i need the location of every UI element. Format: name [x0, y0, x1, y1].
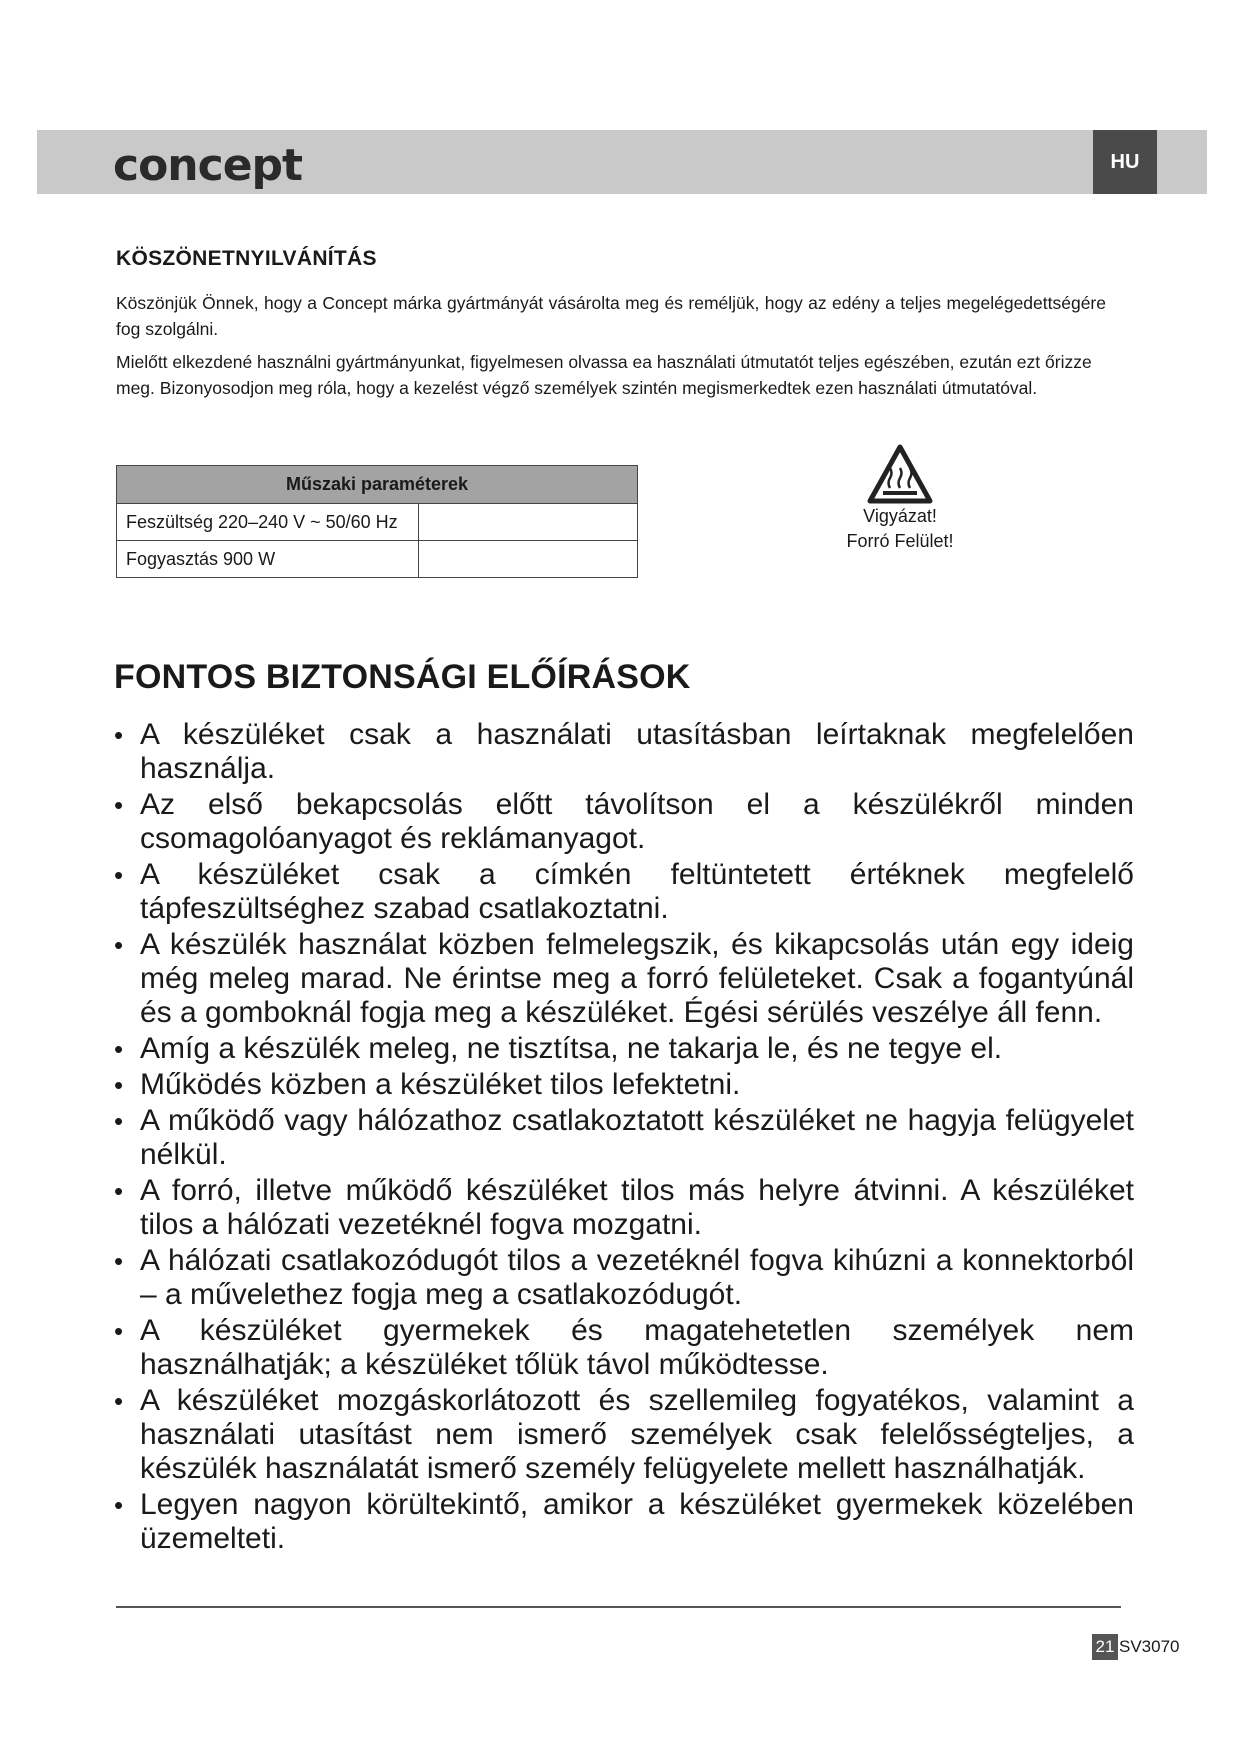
bullet-icon: •: [114, 720, 124, 750]
list-item: [114, 1032, 1134, 1066]
header-bar-end: [1164, 130, 1207, 194]
warning-line-1: Vigyázat!: [863, 506, 937, 526]
hot-surface-warning-icon: [867, 444, 933, 504]
spec-row: [117, 541, 638, 578]
model-number: SV3070: [1119, 1637, 1180, 1656]
bullet-icon: •: [114, 860, 124, 890]
list-item: [114, 858, 1134, 926]
bullet-icon: •: [114, 1386, 124, 1416]
footer-divider: [116, 1606, 1121, 1608]
list-item-text: A készüléket mozgáskorlátozott és szellemileg fogyatékos, valamint a használati utasítást nem ismerő személyek csak felelősségteljes, a készülék használatát ismerő személy felügyelete mellett használhatják.: [140, 1384, 1134, 1485]
spec-table-title: Műszaki paraméterek: [117, 466, 638, 504]
list-item-text: A készüléket csak a címkén feltüntetett értéknek megfelelő tápfeszültséghez szabad csatlakoztatni.: [140, 858, 1134, 925]
spec-value: [419, 504, 638, 541]
spec-label: Fogyasztás 900 W: [117, 541, 419, 578]
warning-line-2: Forró Felület!: [846, 531, 954, 551]
bullet-icon: •: [114, 1490, 124, 1520]
list-item-text: A forró, illetve működő készüléket tilos más helyre átvinni. A készüléket tilos a hálózati vezetéknél fogva mozgatni.: [140, 1174, 1134, 1241]
bullet-icon: •: [114, 1176, 124, 1206]
bullet-icon: •: [114, 1106, 124, 1136]
spec-label: Feszültség 220–240 V ~ 50/60 Hz: [117, 504, 419, 541]
safety-title: FONTOS BIZTONSÁGI ELŐÍRÁSOK: [114, 658, 691, 696]
list-item-text: A hálózati csatlakozódugót tilos a vezetéknél fogva kihúzni a konnektorból – a művelethez fogja meg a csatlakozódugót.: [140, 1244, 1134, 1311]
list-item-text: Az első bekapcsolás előtt távolítson el a készülékről minden csomagolóanyagot és reklámanyagot.: [140, 788, 1134, 855]
page-number: 21: [1092, 1634, 1118, 1660]
acknowledgement-paragraph-2: Mielőtt elkezdené használni gyártmányunkat, figyelmesen olvassa ea használati útmutatót teljes egészében, ezután ezt őrizze meg. Bizonyosodjon meg róla, hogy a kezelést végző személyek szintén megismerkedtek ezen használati útmutatóval.: [116, 352, 1092, 398]
bullet-icon: •: [114, 930, 124, 960]
header-bar: [37, 130, 1207, 194]
list-item: [114, 1068, 1134, 1102]
language-badge: HU: [1093, 130, 1157, 194]
hot-surface-warning: [830, 444, 970, 554]
safety-list: [114, 718, 1134, 1558]
list-item: [114, 1384, 1134, 1486]
list-item-text: Amíg a készülék meleg, ne tisztítsa, ne takarja le, és ne tegye el.: [140, 1032, 1003, 1065]
list-item-text: A készüléket gyermekek és magatehetetlen személyek nem használhatják; a készüléket tőlük távol működtesse.: [140, 1314, 1134, 1381]
list-item: [114, 718, 1134, 786]
list-item-text: Működés közben a készüléket tilos lefektetni.: [140, 1068, 741, 1101]
spec-table: [116, 465, 638, 578]
bullet-icon: •: [114, 1034, 124, 1064]
spec-row: [117, 504, 638, 541]
list-item-text: Legyen nagyon körültekintő, amikor a készüléket gyermekek közelében üzemelteti.: [140, 1488, 1134, 1555]
list-item-text: A készülék használat közben felmelegszik, és kikapcsolás után egy ideig még meleg marad. Ne érintse meg a forró felületeket. Csak a fogantyúnál és a gomboknál fogja meg a készüléket. Égési sérülés veszélye áll fenn.: [140, 928, 1134, 1029]
list-item-text: A készüléket csak a használati utasításban leírtaknak megfelelően használja.: [140, 718, 1134, 785]
list-item: [114, 1104, 1134, 1172]
spec-value: [419, 541, 638, 578]
list-item: [114, 1244, 1134, 1312]
list-item-text: A működő vagy hálózathoz csatlakoztatott készüléket ne hagyja felügyelet nélkül.: [140, 1104, 1134, 1171]
bullet-icon: •: [114, 1070, 124, 1100]
acknowledgement-title: KÖSZÖNETNYILVÁNÍTÁS: [116, 247, 377, 270]
brand-logo: concept: [113, 140, 303, 191]
bullet-icon: •: [114, 790, 124, 820]
list-item: [114, 788, 1134, 856]
list-item: [114, 1174, 1134, 1242]
acknowledgement-paragraph-1: Köszönjük Önnek, hogy a Concept márka gyártmányát vásárolta meg és reméljük, hogy az edény a teljes megelégedettségére fog szolgálni.: [116, 293, 1106, 339]
list-item: [114, 928, 1134, 1030]
list-item: [114, 1314, 1134, 1382]
bullet-icon: •: [114, 1246, 124, 1276]
list-item: [114, 1488, 1134, 1556]
bullet-icon: •: [114, 1316, 124, 1346]
